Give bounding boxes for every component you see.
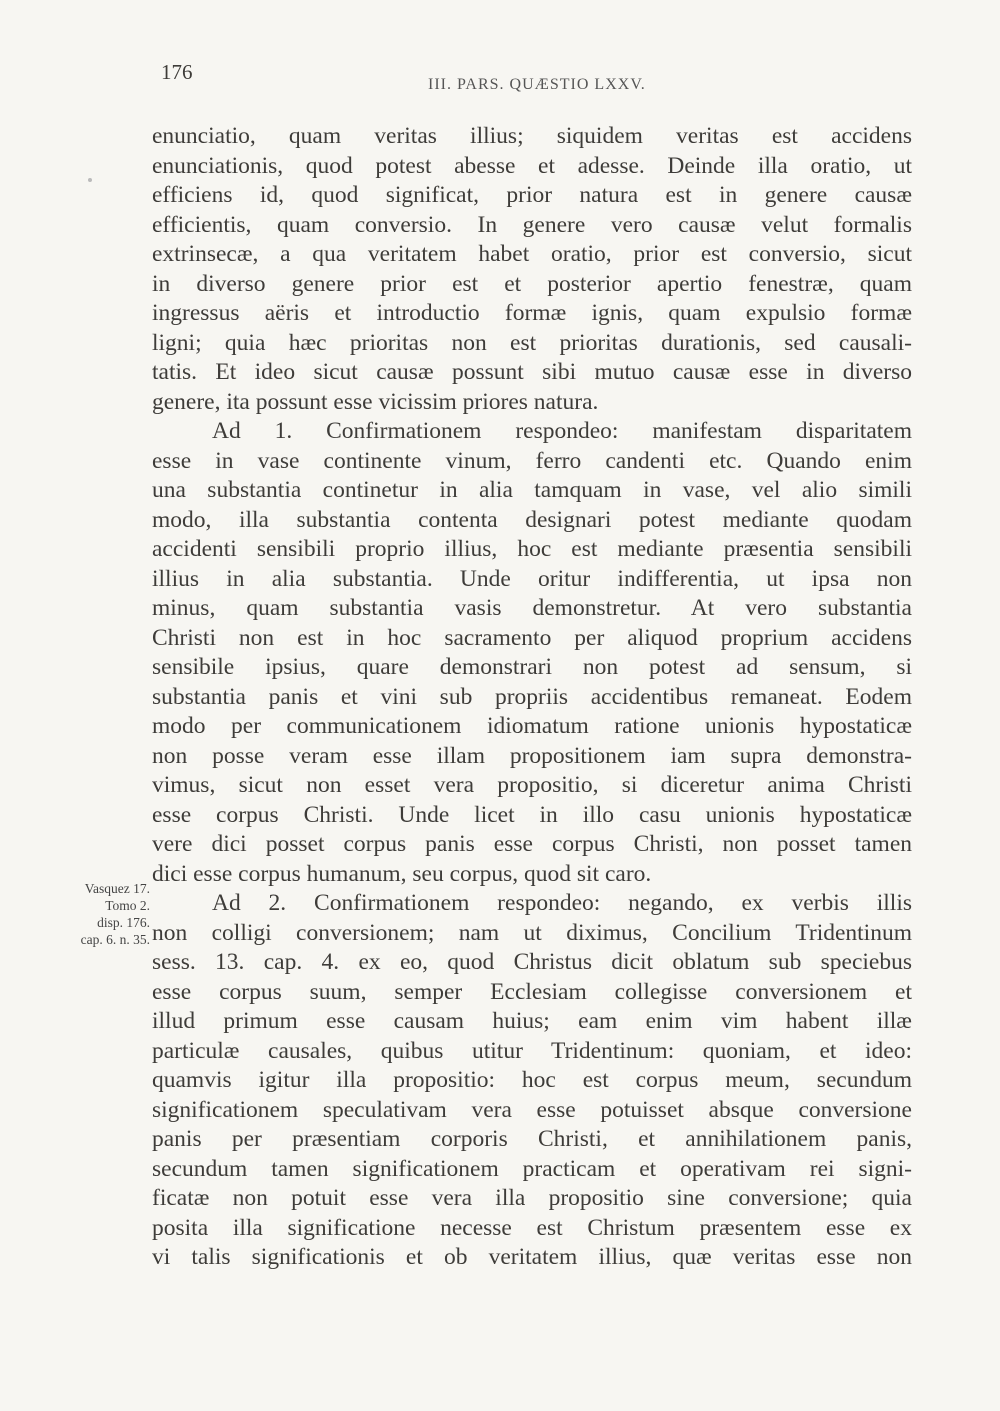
text-line: una substantia continetur in alia tamquam in vase, vel alio simili <box>152 477 912 503</box>
text-line: substantia panis et vini sub propriis accidentibus remaneat. Eodem <box>152 683 912 710</box>
text-line: illius in alia substantia. Unde oritur indifferentia, ut ipsa non <box>152 565 912 592</box>
margin-note <box>20 880 150 948</box>
text-line: efficientis, quam conversio. In genere vero causæ velut formalis <box>152 211 912 238</box>
text-line: extrinsecæ, a qua veritatem habet oratio, prior est conversio, sicut <box>152 241 912 267</box>
body-text <box>152 122 912 1273</box>
text-line: esse corpus suum, semper Ecclesiam collegisse conversionem et <box>152 978 912 1005</box>
text-line: genere, ita possunt esse vicissim priores natura. <box>152 388 599 415</box>
text-line: dici esse corpus humanum, seu corpus, quod sit caro. <box>152 860 652 887</box>
text-line: ligni; quia hæc prioritas non est prioritas durationis, sed causali- <box>152 329 912 356</box>
text-line: vi talis significationis et ob veritatem illius, quæ veritas esse non <box>152 1244 912 1270</box>
text-line: sensibile ipsius, quare demonstrari non potest ad sensum, si <box>152 654 912 680</box>
text-line: panis per præsentiam corporis Christi, et annihilationem panis, <box>152 1126 912 1152</box>
text-line: Ad 2. Confirmationem respondeo: negando, ex verbis illis <box>212 890 912 916</box>
text-line: illud primum esse causam huius; eam enim vim habent illæ <box>152 1008 912 1034</box>
text-line: quamvis igitur illa propositio: hoc est corpus meum, secundum <box>152 1067 912 1093</box>
text-line: ingressus aëris et introductio formæ ignis, quam expulsio formæ <box>152 300 912 326</box>
running-head: III. PARS. QUÆSTIO LXXV. <box>428 76 646 93</box>
text-line: non colligi conversionem; nam ut diximus, Concilium Tridentinum <box>152 919 912 946</box>
text-line: efficiens id, quod significat, prior natura est in genere causæ <box>152 182 912 208</box>
text-line: esse in vase continente vinum, ferro candenti etc. Quando enim <box>152 447 912 474</box>
text-line: Ad 1. Confirmationem respondeo: manifestam disparitatem <box>212 418 912 444</box>
text-line: modo, illa substantia contenta designari potest mediante quodam <box>152 506 912 533</box>
text-line: posita illa significatione necesse est Christum præsentem esse ex <box>152 1214 912 1241</box>
text-line: sess. 13. cap. 4. ex eo, quod Christus dicit oblatum sub speciebus <box>152 949 912 975</box>
text-line: enunciationis, quod potest abesse et adesse. Deinde illa oratio, ut <box>152 152 912 179</box>
text-line: particulæ causales, quibus utitur Tridentinum: quoniam, et ideo: <box>152 1037 912 1064</box>
text-line: secundum tamen significationem practicam et operativam rei signi- <box>152 1155 912 1182</box>
paper-speck <box>88 178 92 182</box>
text-line: minus, quam substantia vasis demonstretur. At vero substantia <box>152 595 912 621</box>
text-line: vimus, sicut non esset vera propositio, si diceretur anima Christi <box>152 772 912 798</box>
text-line: non posse veram esse illam propositionem iam supra demonstra- <box>152 742 912 769</box>
text-line: in diverso genere prior est et posterior apertio fenestræ, quam <box>152 270 912 297</box>
text-line: ficatæ non potuit esse vera illa propositio sine conversione; quia <box>152 1185 912 1211</box>
text-line: esse corpus Christi. Unde licet in illo casu unionis hypostaticæ <box>152 801 912 828</box>
text-line: modo per communicationem idiomatum ratione unionis hypostaticæ <box>152 713 912 739</box>
margin-note-line: cap. 6. n. 35. <box>80 932 150 947</box>
margin-note-line: Vasquez 17. <box>84 881 150 896</box>
margin-note-line: disp. 176. <box>97 915 150 930</box>
text-line: significationem speculativam vera esse potuisset absque conversione <box>152 1096 912 1123</box>
page-number: 176 <box>161 60 193 84</box>
text-line: Christi non est in hoc sacramento per aliquod proprium accidens <box>152 624 912 651</box>
text-line: vere dici posset corpus panis esse corpus Christi, non posset tamen <box>152 831 912 857</box>
text-line: accidenti sensibili proprio illius, hoc est mediante præsentia sensibili <box>152 536 912 562</box>
text-line: enunciatio, quam veritas illius; siquidem veritas est accidens <box>152 123 912 149</box>
margin-note-line: Tomo 2. <box>105 898 150 913</box>
text-line: tatis. Et ideo sicut causæ possunt sibi mutuo causæ esse in diverso <box>152 359 912 385</box>
